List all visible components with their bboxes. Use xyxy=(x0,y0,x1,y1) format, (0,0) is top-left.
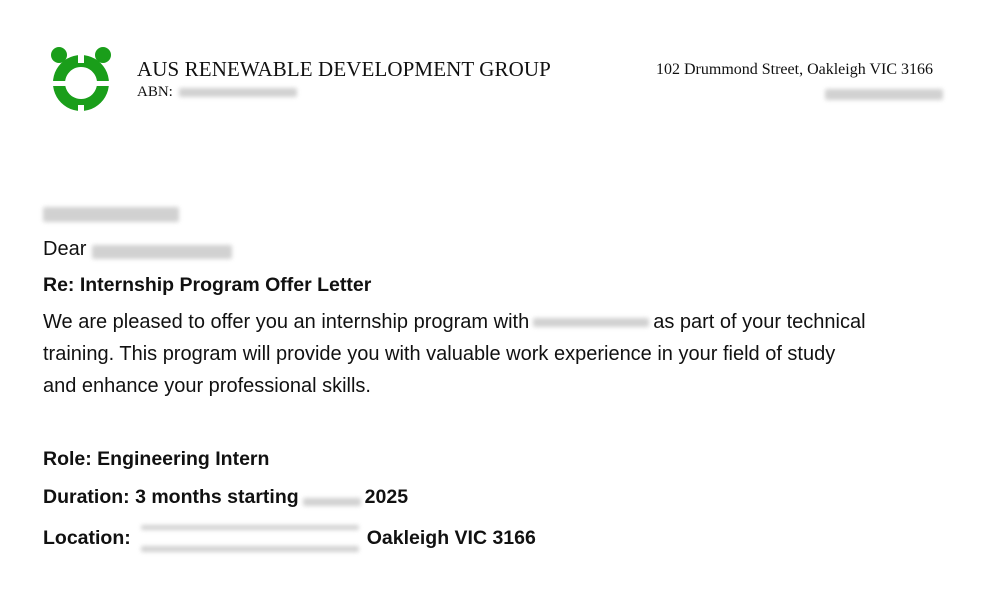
location-redacted-line-1 xyxy=(141,525,359,530)
paragraph-text-part1: We are pleased to offer you an internship program with xyxy=(43,311,530,333)
paragraph-line-3: and enhance your professional skills. xyxy=(43,375,371,397)
duration-prefix: Duration: 3 months starting xyxy=(43,486,299,508)
location-address-redacted xyxy=(141,525,359,552)
company-name-redacted xyxy=(533,318,649,327)
offer-paragraph xyxy=(43,306,943,402)
paragraph-line-1 xyxy=(43,306,943,338)
date-redacted xyxy=(43,207,179,222)
company-logo-icon xyxy=(45,45,117,121)
duration-line xyxy=(43,486,408,509)
location-line xyxy=(43,525,536,552)
letter-subject: Re: Internship Program Offer Letter xyxy=(43,274,372,296)
location-suffix: Oakleigh VIC 3166 xyxy=(366,527,536,549)
abn-row xyxy=(137,84,297,101)
abn-redacted xyxy=(179,88,297,97)
abn-label: ABN: xyxy=(137,84,173,100)
recipient-name-redacted xyxy=(92,245,232,259)
duration-suffix: 2025 xyxy=(364,486,409,508)
company-name: AUS RENEWABLE DEVELOPMENT GROUP xyxy=(137,57,551,81)
location-redacted-line-2 xyxy=(141,546,359,552)
paragraph-text-part2: as part of your technical xyxy=(653,311,866,333)
start-date-redacted xyxy=(303,498,361,506)
dear-label: Dear xyxy=(43,238,87,260)
location-label: Location: xyxy=(43,527,131,549)
company-address: 102 Drummond Street, Oakleigh VIC 3166 xyxy=(655,61,933,78)
role-line: Role: Engineering Intern xyxy=(43,448,270,470)
paragraph-line-2: training. This program will provide you with valuable work experience in your field of study xyxy=(43,343,836,365)
salutation xyxy=(43,238,232,261)
phone-redacted xyxy=(825,89,943,100)
